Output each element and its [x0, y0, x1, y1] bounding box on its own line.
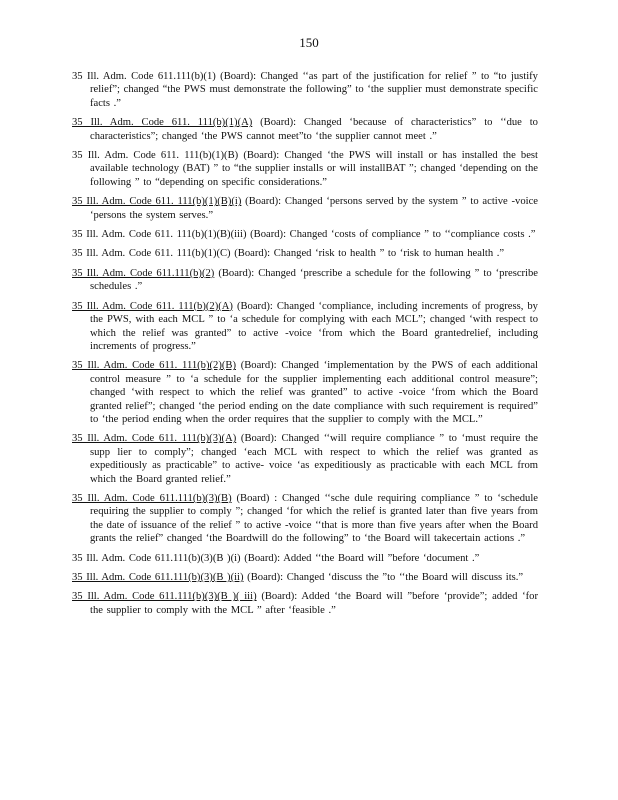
amendment-entry — [72, 116, 538, 143]
change-description: (Board): Changed ‘costs of compliance ” to ‘‘compliance costs .” — [246, 229, 536, 241]
change-description: (Board): Changed ‘implementation by the PWS of each additional control measure ” to ‘a schedule for the supplier implementing each additional control measure”; changed ‘with respect to which the relief was granted” to active -voice ‘from which the Board granted relief”; changed ‘the period ending on the date compliance with such requirement is required” to ‘the period ending when the order requires that the supplier to comply with the MCL.” — [90, 360, 538, 425]
change-description: (Board): Added ‘‘the Board will ”before ‘document .” — [240, 552, 480, 564]
change-description: (Board): Changed ‘discuss the ”to ‘‘the Board will discuss its.” — [243, 572, 524, 583]
code-citation: 35 Ill. Adm. Code 611. 111(b)(1)(A) — [72, 117, 253, 129]
change-description: (Board): Changed ‘the PWS will install or has installed the best available technology (BAT) ” to “the supplier installs or will installBAT ”; changed ‘depending on the following ” to “depending on specific considerations.” — [90, 150, 538, 188]
code-citation: 35 Ill. Adm. Code 611.111(b)(3)(B) — [72, 492, 232, 504]
code-citation: 35 Ill. Adm. Code 611. 111(b)(1)(B)(iii) — [72, 229, 247, 241]
code-citation: 35 Ill. Adm. Code 611. 111(b)(2)(B) — [72, 360, 236, 372]
code-citation: 35 Ill. Adm. Code 611.111(b)(3)(B )(ii) — [72, 572, 244, 583]
amendment-entry — [72, 359, 538, 426]
change-description: (Board): Changed ‘‘will require compliance ” to ‘must require the supp lier to comply”; changed ‘each MCL with respect to which the relief was granted as expeditiously as practicable” to active- voice ‘as expeditiously as practicable with each MCL from which the Board granted relief.” — [90, 433, 538, 485]
amendment-entry — [72, 149, 538, 189]
change-description: (Board) : Changed ‘‘sche dule requiring compliance ” to ‘schedule requiring the supplier to comply ”; changed ‘for which the relief is granted later than five years from the date of issuance of the relief ” to active -voice ‘‘that is more than five years after when the Board grants the relief” changed ‘the Boardwill do the following” to ‘the Board will takecertain actions .” — [90, 492, 538, 545]
change-description: (Board): Added ‘the Board will ”before ‘provide”; added ‘for the supplier to comply with the MCL ” after ‘feasible .” — [90, 591, 539, 616]
code-citation: 35 Ill. Adm. Code 611. 111(b)(1)(B) — [72, 150, 239, 162]
code-citation: 35 Ill. Adm. Code 611.111(b)(3)(B )( iii) — [72, 591, 257, 603]
page-number: 150 — [299, 35, 319, 50]
amendment-list — [72, 70, 538, 623]
amendment-entry — [72, 70, 538, 110]
amendment-entry — [72, 228, 538, 241]
code-citation: 35 Ill. Adm. Code 611. 111(b)(1)(B)(i) — [72, 196, 242, 208]
amendment-entry — [72, 195, 538, 222]
amendment-entry — [72, 571, 538, 584]
change-description: (Board): Changed ‘persons served by the system ” to active -voice ‘persons the system serves.” — [90, 196, 538, 221]
change-description: (Board): Changed ‘prescribe a schedule for the following ” to ‘prescribe schedules .” — [90, 267, 538, 293]
change-description: (Board): Changed ‘risk to health ” to ‘risk to human health .” — [230, 248, 505, 260]
amendment-entry — [72, 300, 538, 354]
amendment-entry — [72, 432, 538, 486]
code-citation: 35 Ill. Adm. Code 611.111(b)(3)(B )(i) — [72, 552, 241, 564]
change-description: (Board): Changed ‘compliance, including increments of progress, by the PWS, with each MCL ” to ‘a schedule for complying with each MCL”; changed ‘with respect to which the relief was granted” to active -voice ‘from which the Board grantedrelief, including increments of progress.” — [90, 300, 538, 352]
amendment-entry — [72, 267, 538, 294]
amendment-entry — [72, 247, 538, 260]
amendment-entry — [72, 590, 538, 617]
code-citation: 35 Ill. Adm. Code 611. 111(b)(1)(C) — [72, 248, 231, 260]
code-citation: 35 Ill. Adm. Code 611. 111(b)(3)(A) — [72, 433, 237, 445]
amendment-entry — [72, 492, 538, 546]
amendment-entry — [72, 552, 538, 565]
code-citation: 35 Ill. Adm. Code 611.111(b)(1) — [72, 71, 216, 82]
code-citation: 35 Ill. Adm. Code 611.111(b)(2) — [72, 267, 215, 279]
change-description: (Board): Changed ‘‘as part of the justification for relief ” to “to justify relief”; changed “the PWS must demonstrate the following” to ‘the supplier must demonstrate specific facts .” — [90, 71, 538, 109]
code-citation: 35 Ill. Adm. Code 611. 111(b)(2)(A) — [72, 300, 233, 312]
change-description: (Board): Changed ‘because of characteristics” to ‘‘due to characteristics”; changed ‘the PWS cannot meet”to ‘the supplier cannot meet .” — [90, 117, 538, 142]
